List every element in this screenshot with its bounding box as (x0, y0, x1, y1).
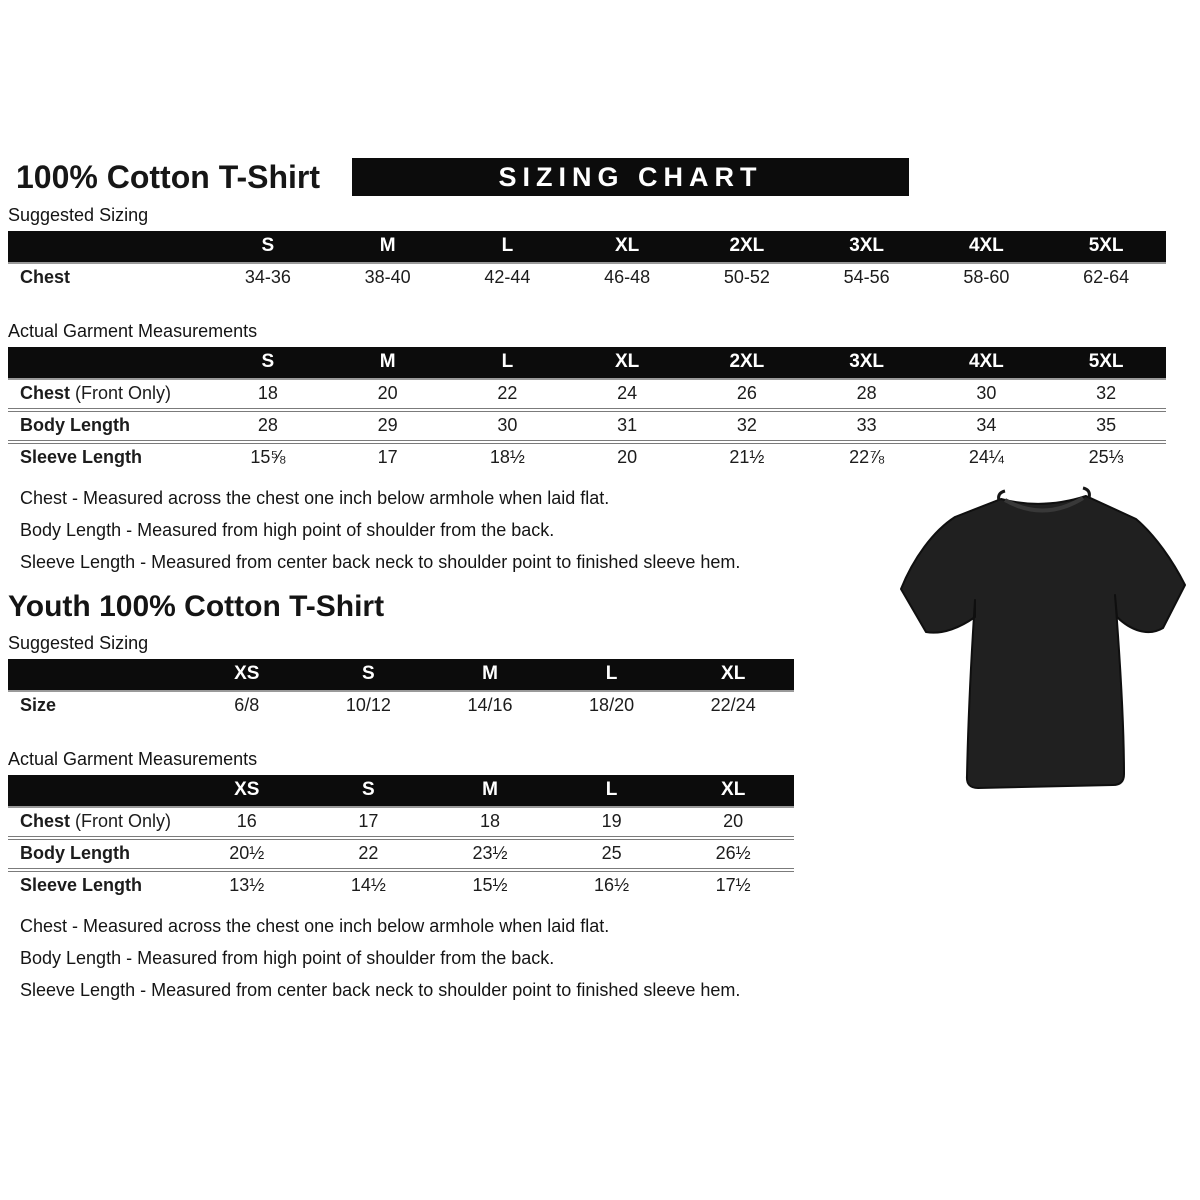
cell: 24 (617, 383, 638, 403)
cell: 17½ (672, 870, 794, 900)
col-header: S (308, 775, 430, 807)
cell: 31 (567, 410, 687, 442)
table-header-row (8, 659, 794, 691)
tshirt-graphic (893, 477, 1195, 809)
col-header: 2XL (687, 231, 807, 263)
col-header: L (551, 775, 673, 807)
corner-cell (8, 231, 208, 263)
tshirt-image (893, 477, 1195, 809)
cell: 32 (687, 410, 807, 442)
cell: 20 (567, 442, 687, 472)
cell: 24¼ (927, 442, 1047, 472)
cell: 25⅓ (1046, 442, 1166, 472)
col-header: L (551, 659, 673, 691)
cell: 25 (551, 838, 673, 870)
cell: 30 (448, 410, 568, 442)
table-row (8, 442, 1166, 472)
cell: 58-60 (963, 267, 1010, 287)
col-header: S (208, 347, 328, 379)
youth-suggested-sizing-label: Suggested Sizing (8, 633, 149, 653)
col-header: S (208, 231, 328, 263)
note-body-length: Body Length - Measured from high point of shoulder from the back. (20, 520, 555, 540)
sizing-chart-banner (352, 158, 909, 196)
corner-cell (8, 347, 208, 379)
cell: 15⅝ (208, 442, 328, 472)
col-header: XL (567, 347, 687, 379)
youth-section-title: Youth 100% Cotton T-Shirt (8, 590, 385, 623)
col-header: XL (672, 659, 794, 691)
cell: 38-40 (364, 267, 411, 287)
col-header: 5XL (1046, 347, 1166, 379)
cell: 22⅞ (807, 442, 927, 472)
note-sleeve-length: Sleeve Length - Measured from center back neck to shoulder point to finished sleeve hem. (20, 552, 741, 572)
col-header: M (328, 231, 448, 263)
youth-actual-measurements-label: Actual Garment Measurements (8, 749, 258, 769)
row-label: Body Length (8, 410, 208, 442)
col-header: M (429, 775, 551, 807)
corner-cell (8, 775, 186, 807)
col-header: XL (567, 231, 687, 263)
row-label: Chest (Front Only) (20, 383, 172, 403)
table-row (8, 870, 794, 900)
col-header: 3XL (807, 347, 927, 379)
table-row (8, 691, 794, 720)
cell: 15½ (429, 870, 551, 900)
cell: 20½ (186, 838, 308, 870)
row-label: Body Length (8, 838, 186, 870)
note-body-length: Body Length - Measured from high point of shoulder from the back. (20, 948, 555, 968)
table-header-row (8, 231, 1166, 263)
row-label: Sleeve Length (8, 870, 186, 900)
col-header: 2XL (687, 347, 807, 379)
cell: 50-52 (723, 267, 770, 287)
table-row (8, 263, 1166, 292)
cell: 20 (723, 811, 744, 831)
cell: 30 (976, 383, 997, 403)
youth-suggested-sizing-table (8, 659, 794, 720)
adult-suggested-sizing-label: Suggested Sizing (8, 205, 149, 225)
cell: 28 (856, 383, 877, 403)
col-header: L (448, 347, 568, 379)
col-header: XS (186, 775, 308, 807)
row-label: Size (20, 695, 57, 715)
cell: 26 (736, 383, 757, 403)
cell: 21½ (687, 442, 807, 472)
cell: 6/8 (234, 695, 260, 715)
col-header: 5XL (1046, 231, 1166, 263)
cell: 46-48 (604, 267, 651, 287)
table-row (8, 379, 1166, 410)
table-row (8, 807, 794, 838)
cell: 26½ (672, 838, 794, 870)
banner-title: SIZING CHART (498, 162, 763, 192)
corner-cell (8, 659, 186, 691)
note-chest: Chest - Measured across the chest one inch below armhole when laid flat. (20, 916, 610, 936)
note-sleeve-length: Sleeve Length - Measured from center back neck to shoulder point to finished sleeve hem. (20, 980, 741, 1000)
col-header: XL (672, 775, 794, 807)
cell: 18 (479, 811, 500, 831)
col-header: 4XL (927, 231, 1047, 263)
youth-actual-measurements-table (8, 775, 794, 900)
table-row (8, 410, 1166, 442)
cell: 14½ (308, 870, 430, 900)
cell: 22 (308, 838, 430, 870)
cell: 16 (236, 811, 257, 831)
cell: 28 (208, 410, 328, 442)
cell: 10/12 (345, 695, 391, 715)
cell: 20 (377, 383, 398, 403)
adult-suggested-sizing-table (8, 231, 1166, 292)
row-label: Sleeve Length (8, 442, 208, 472)
cell: 42-44 (484, 267, 531, 287)
cell: 14/16 (467, 695, 513, 715)
cell: 23½ (429, 838, 551, 870)
cell: 19 (601, 811, 622, 831)
note-chest: Chest - Measured across the chest one inch below armhole when laid flat. (20, 488, 610, 508)
row-label: Chest (Front Only) (20, 811, 172, 831)
youth-measurement-notes (20, 910, 1170, 1006)
col-header: 3XL (807, 231, 927, 263)
cell: 22 (497, 383, 518, 403)
cell: 35 (1046, 410, 1166, 442)
table-row (8, 838, 794, 870)
cell: 22/24 (710, 695, 756, 715)
cell: 17 (328, 442, 448, 472)
table-header-row (8, 775, 794, 807)
cell: 18 (257, 383, 278, 403)
col-header: S (308, 659, 430, 691)
cell: 33 (807, 410, 927, 442)
cell: 29 (328, 410, 448, 442)
cell: 13½ (186, 870, 308, 900)
col-header: M (328, 347, 448, 379)
cell: 18½ (448, 442, 568, 472)
header (8, 158, 1170, 196)
cell: 16½ (551, 870, 673, 900)
adult-actual-measurements-label: Actual Garment Measurements (8, 321, 258, 341)
cell: 32 (1096, 383, 1117, 403)
page-title: 100% Cotton T-Shirt (16, 158, 321, 195)
col-header: 4XL (927, 347, 1047, 379)
col-header: M (429, 659, 551, 691)
cell: 34 (927, 410, 1047, 442)
cell: 62-64 (1083, 267, 1130, 287)
table-header-row (8, 347, 1166, 379)
cell: 17 (358, 811, 379, 831)
col-header: L (448, 231, 568, 263)
cell: 54-56 (843, 267, 890, 287)
cell: 34-36 (244, 267, 291, 287)
col-header: XS (186, 659, 308, 691)
cell: 18/20 (589, 695, 635, 715)
row-label: Chest (20, 267, 71, 287)
adult-actual-measurements-table (8, 347, 1166, 472)
